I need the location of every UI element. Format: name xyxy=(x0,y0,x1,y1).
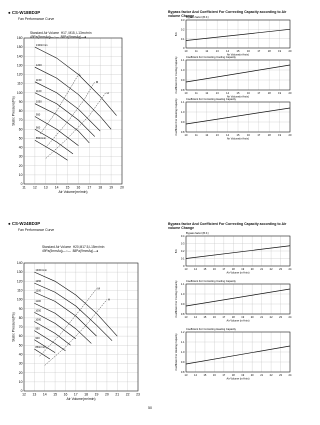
chart-title: Coefficient For Correcting Cooling Capacity xyxy=(186,280,236,284)
x-tick-label: 13 xyxy=(184,267,188,271)
x-tick-label: 13 xyxy=(184,315,188,319)
series-line xyxy=(186,289,290,306)
curve-label: 1200 xyxy=(35,289,42,293)
y-tick-label: 0.9 xyxy=(180,121,185,125)
resistance-curve xyxy=(40,289,97,357)
y-tick-label: 0.2 xyxy=(180,250,185,254)
curve-label: 950 xyxy=(35,327,40,331)
y-tick-label: 0.9 xyxy=(180,303,185,307)
y-tick-label: 10 xyxy=(18,172,23,177)
curve-label: 1250 xyxy=(35,280,42,284)
x-tick-label: 19 xyxy=(109,185,114,190)
curve-label: 1200 xyxy=(35,64,42,68)
std-legend-2: Standard Air Volume H20,M17.5,L15m³/min 49Pa(5mmAq)—○— 88Pa(9mmAq)—● xyxy=(42,245,105,253)
curve-label: 1050 xyxy=(35,100,42,104)
chart-title: Coefficient For Correcting Heating Capacity xyxy=(186,98,236,102)
y-axis-label: Coefficient For Heating Capacity xyxy=(175,98,178,136)
x-tick-label: 23 xyxy=(279,373,282,377)
x-tick-label: 15 xyxy=(236,91,240,95)
x-tick-label: 15 xyxy=(236,49,240,53)
heating-coefficient-chart-2 xyxy=(174,326,294,384)
curve-label: 850r/min xyxy=(35,137,46,141)
x-tick-label: 19 xyxy=(278,91,282,95)
x-axis-label: Air Volume(m³/min) xyxy=(58,190,88,194)
y-tick-label: 1.0 xyxy=(180,351,185,355)
x-axis-label: Air Volume (m³/min) xyxy=(226,377,250,381)
x-tick-label: 20 xyxy=(288,133,292,137)
y-tick-label: 20 xyxy=(18,163,23,168)
resistance-curve-label: H xyxy=(107,297,111,302)
bypass-factor-chart-2 xyxy=(174,230,294,278)
x-tick-label: 16 xyxy=(63,392,68,397)
y-tick-label: 1.2 xyxy=(180,331,185,335)
model-title-2: ● CS-W24BD3P xyxy=(8,221,41,226)
x-tick-label: 16 xyxy=(212,373,216,377)
x-tick-label: 20 xyxy=(120,185,124,190)
x-axis-label: Air Volume(m³/min) xyxy=(226,53,250,57)
series-line xyxy=(35,47,117,115)
y-tick-label: 40 xyxy=(18,145,23,150)
y-tick-label: 1.1 xyxy=(180,283,185,287)
x-tick-label: 16 xyxy=(76,185,81,190)
x-tick-label: 14 xyxy=(226,91,230,95)
y-tick-label: 100 xyxy=(16,90,23,95)
y-tick-label: 0.8 xyxy=(180,313,185,317)
y-tick-label: 1.0 xyxy=(180,293,185,297)
curve-label: 1000 xyxy=(35,318,42,322)
series-line xyxy=(35,93,95,137)
x-tick-label: 13 xyxy=(215,91,219,95)
x-tick-label: 12 xyxy=(205,49,209,53)
x-tick-label: 22 xyxy=(269,373,273,377)
x-tick-label: 20 xyxy=(250,315,254,319)
y-tick-label: 30 xyxy=(18,361,23,366)
x-tick-label: 18 xyxy=(84,392,89,397)
y-tick-label: 0 xyxy=(183,265,185,269)
y-tick-label: 0.8 xyxy=(180,89,185,93)
y-tick-label: 150 xyxy=(16,45,23,50)
resistance-curve-label: M xyxy=(97,286,101,291)
y-tick-label: 50 xyxy=(18,136,23,141)
y-tick-label: 110 xyxy=(17,81,23,86)
y-tick-label: 120 xyxy=(16,72,23,77)
y-tick-label: 0.8 xyxy=(180,371,185,375)
bypass-title-2: Bypass factor And Coefficient For Correcting Capacity according to Air volume Change xyxy=(168,222,287,231)
y-tick-label: 1.1 xyxy=(180,59,185,63)
x-tick-label: 17 xyxy=(222,373,226,377)
x-tick-label: 12 xyxy=(205,91,209,95)
x-axis-label: Air Volume(m³/min) xyxy=(226,95,250,99)
fan-performance-chart-2 xyxy=(12,257,142,403)
y-tick-label: 0 xyxy=(20,182,23,187)
series-line xyxy=(34,349,50,359)
curve-label: 1100 xyxy=(35,89,42,93)
curve-label: 900 xyxy=(35,336,40,340)
curve-label: 1150 xyxy=(35,78,42,82)
x-tick-label: 12 xyxy=(22,392,26,397)
curve-label: 1050 xyxy=(35,309,42,313)
x-tick-label: 15 xyxy=(236,133,240,137)
resistance-curve-label: M xyxy=(95,79,99,84)
x-tick-label: 20 xyxy=(105,392,109,397)
y-tick-label: 60 xyxy=(18,127,23,132)
x-tick-label: 11 xyxy=(195,91,198,95)
x-tick-label: 22 xyxy=(269,267,273,271)
x-tick-label: 20 xyxy=(288,49,292,53)
x-tick-label: 14 xyxy=(194,267,197,271)
resistance-curve-label: H xyxy=(106,90,109,95)
x-tick-label: 18 xyxy=(267,133,271,137)
resistance-curve xyxy=(40,75,78,134)
y-axis-label: Coefficient For Heating Capacity xyxy=(175,333,178,371)
curve-label: 1100 xyxy=(35,300,41,304)
x-tick-label: 18 xyxy=(231,315,235,319)
x-tick-label: 21 xyxy=(260,373,264,377)
y-tick-label: 80 xyxy=(18,109,23,114)
y-tick-label: 90 xyxy=(18,99,23,104)
y-tick-label: 110 xyxy=(17,288,23,293)
series-line xyxy=(35,129,73,154)
x-tick-label: 17 xyxy=(222,267,226,271)
y-tick-label: 130 xyxy=(16,63,23,68)
y-axis-label: B.F. xyxy=(175,248,178,254)
x-tick-label: 17 xyxy=(257,91,261,95)
y-tick-label: 20 xyxy=(18,370,23,375)
x-axis-label: Air Volume(m³/min) xyxy=(226,137,250,141)
x-tick-label: 14 xyxy=(226,133,230,137)
x-tick-label: 10 xyxy=(184,133,188,137)
std-legend-1: Standard Air Volume H17, M15, L13m³/min 49Pa(5mmAq)—○— 88Pa(9mmAq)—● xyxy=(30,31,92,39)
x-tick-label: 23 xyxy=(136,392,140,397)
y-tick-label: 0.3 xyxy=(180,242,185,246)
y-tick-label: 0 xyxy=(20,389,23,394)
curve-label: 950 xyxy=(35,113,41,117)
x-tick-label: 15 xyxy=(203,373,207,377)
x-tick-label: 19 xyxy=(241,315,245,319)
x-tick-label: 20 xyxy=(250,267,254,271)
y-tick-label: 0.2 xyxy=(180,28,185,32)
x-tick-label: 22 xyxy=(269,315,273,319)
y-tick-label: 1.0 xyxy=(180,111,185,115)
x-tick-label: 24 xyxy=(288,267,292,271)
y-axis-label: Static Pressure(Pa) xyxy=(11,96,16,126)
x-tick-label: 16 xyxy=(212,315,216,319)
x-tick-label: 24 xyxy=(288,315,292,319)
y-tick-label: 1.1 xyxy=(180,101,185,105)
x-tick-label: 11 xyxy=(22,185,26,190)
x-tick-label: 16 xyxy=(246,49,250,53)
x-tick-label: 19 xyxy=(278,133,282,137)
x-tick-label: 18 xyxy=(267,49,271,53)
x-tick-label: 17 xyxy=(73,392,78,397)
x-tick-label: 14 xyxy=(54,185,59,190)
y-axis-label: B.F. xyxy=(175,31,178,37)
series-line xyxy=(34,283,112,341)
x-tick-label: 13 xyxy=(184,373,188,377)
bypass-title-1: Bypass factor And Coefficient For Correcting Capacity according to Air volume Change xyxy=(168,10,287,19)
x-tick-label: 18 xyxy=(98,185,103,190)
y-tick-label: 40 xyxy=(18,352,23,357)
y-tick-label: 0.9 xyxy=(180,79,185,83)
y-axis-label: Static Pressure(Pa) xyxy=(11,312,16,342)
x-tick-label: 10 xyxy=(184,49,188,53)
y-tick-label: 0.8 xyxy=(180,131,185,135)
y-tick-label: 100 xyxy=(16,297,23,302)
fan-performance-chart-1 xyxy=(12,32,126,196)
x-tick-label: 20 xyxy=(250,373,254,377)
x-tick-label: 21 xyxy=(260,267,264,271)
y-tick-label: 30 xyxy=(18,154,23,159)
y-tick-label: 70 xyxy=(18,118,23,123)
x-tick-label: 23 xyxy=(279,315,282,319)
x-tick-label: 15 xyxy=(203,267,207,271)
y-tick-label: 140 xyxy=(16,54,23,59)
resistance-curve xyxy=(46,82,95,148)
curve-label: 1300r/min xyxy=(35,44,48,48)
x-axis-label: Air Volume (m³/min) xyxy=(226,319,250,323)
series-line xyxy=(34,303,91,343)
x-tick-label: 13 xyxy=(215,49,219,53)
x-tick-label: 15 xyxy=(53,392,57,397)
x-tick-label: 14 xyxy=(194,315,197,319)
y-tick-label: 90 xyxy=(18,306,23,311)
x-tick-label: 24 xyxy=(288,373,292,377)
x-tick-label: 11 xyxy=(195,133,198,137)
y-axis-label: Coefficient For Cooling Capacity xyxy=(175,56,178,94)
x-tick-label: 12 xyxy=(205,133,209,137)
x-tick-label: 17 xyxy=(87,185,92,190)
y-axis-label: Coefficient For Cooling Capacity xyxy=(175,280,178,318)
x-tick-label: 23 xyxy=(279,267,282,271)
y-tick-label: 50 xyxy=(18,343,23,348)
y-tick-label: 160 xyxy=(16,36,23,41)
y-tick-label: 120 xyxy=(16,279,23,284)
y-tick-label: 130 xyxy=(16,270,23,275)
x-axis-label: Air Volume (m³/min) xyxy=(226,271,250,275)
x-tick-label: 13 xyxy=(215,133,219,137)
x-tick-label: 18 xyxy=(231,267,235,271)
x-tick-label: 17 xyxy=(257,133,261,137)
y-tick-label: 80 xyxy=(18,315,23,320)
x-tick-label: 17 xyxy=(222,315,226,319)
x-tick-label: 22 xyxy=(125,392,130,397)
chart-title: Bypass factor (B.F.) xyxy=(186,232,209,236)
fan-curve-subtitle-1: Fan Performance Curve xyxy=(18,17,55,21)
x-tick-label: 21 xyxy=(115,392,120,397)
x-tick-label: 10 xyxy=(184,91,188,95)
x-tick-label: 16 xyxy=(212,267,216,271)
curve-label: 1300r/min xyxy=(35,269,47,273)
x-tick-label: 15 xyxy=(203,315,207,319)
series-line xyxy=(186,246,290,259)
chart-title: Coefficient For Correcting Heating Capacity xyxy=(186,328,236,332)
x-tick-label: 12 xyxy=(32,185,37,190)
y-tick-label: 140 xyxy=(16,261,23,266)
x-tick-label: 21 xyxy=(260,315,264,319)
plot-frame xyxy=(186,284,290,314)
x-tick-label: 14 xyxy=(226,49,230,53)
curve-label: 850r/min xyxy=(35,345,46,349)
cooling-coefficient-chart-1 xyxy=(174,54,294,105)
x-tick-label: 14 xyxy=(194,373,197,377)
x-tick-label: 14 xyxy=(42,392,47,397)
model-title-1: ● CS-W18BD3P xyxy=(8,10,41,15)
y-tick-label: 1.0 xyxy=(180,69,185,73)
chart-title: Coefficient For Correcting Cooling Capacity xyxy=(186,56,236,60)
chart-title: Bypass factor (B.F.) xyxy=(186,16,209,20)
cooling-coefficient-chart-2 xyxy=(174,278,294,326)
x-tick-label: 19 xyxy=(94,392,99,397)
series-line xyxy=(186,346,290,364)
y-tick-label: 1.1 xyxy=(180,341,185,345)
resistance-curve-label: L xyxy=(79,72,82,77)
x-tick-label: 19 xyxy=(241,373,245,377)
y-tick-label: 0.3 xyxy=(180,19,185,23)
y-tick-label: 0.1 xyxy=(180,37,185,41)
x-tick-label: 16 xyxy=(246,91,250,95)
y-tick-label: 0.9 xyxy=(180,361,185,365)
curve-label: 900 xyxy=(35,126,41,130)
x-tick-label: 19 xyxy=(241,267,245,271)
x-tick-label: 17 xyxy=(257,49,261,53)
x-tick-label: 18 xyxy=(231,373,235,377)
y-tick-label: 0.4 xyxy=(180,235,185,239)
y-tick-label: 60 xyxy=(18,334,23,339)
y-tick-label: 10 xyxy=(18,379,23,384)
x-tick-label: 20 xyxy=(288,91,292,95)
x-axis-label: Air Volume(m³/min) xyxy=(66,397,96,401)
x-tick-label: 11 xyxy=(195,49,198,53)
y-tick-label: 0 xyxy=(183,47,185,51)
heating-coefficient-chart-1 xyxy=(174,96,294,144)
x-tick-label: 19 xyxy=(278,49,282,53)
x-tick-label: 18 xyxy=(267,91,271,95)
x-tick-label: 13 xyxy=(32,392,37,397)
x-tick-label: 13 xyxy=(43,185,48,190)
page-number: 50 xyxy=(148,406,152,410)
x-tick-label: 16 xyxy=(246,133,250,137)
x-tick-label: 15 xyxy=(65,185,70,190)
y-tick-label: 70 xyxy=(18,325,23,330)
y-tick-label: 0.1 xyxy=(180,257,185,261)
fan-curve-subtitle-2: Fan Performance Curve xyxy=(18,228,55,232)
